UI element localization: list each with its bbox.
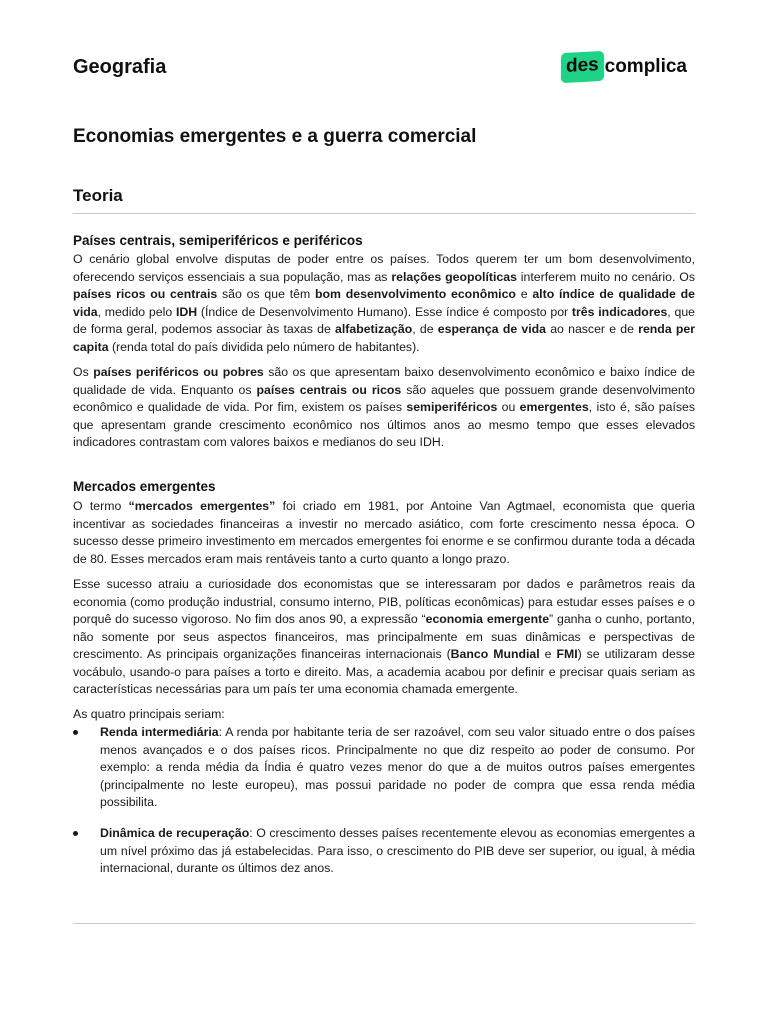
logo-text: complica [604, 56, 687, 77]
bullet-icon [73, 730, 78, 735]
paragraph-paises-1: O cenário global envolve disputas de poder entre os países. Todos querem ter um bom desenvolvimento, oferecendo serviços essenciais a sua população, mas as relações geopolíticas interferem muito no cenário. Os países ricos ou centrais são os que têm bom desenvolvimento econômico e alto índice de qualidade de vida, medido pelo IDH (Índice de Desenvolvimento Humano). Esse índice é composto por três indicadores, que de forma geral, podemos associar às taxas de alfabetização, de esperança de vida ao nascer e de renda per capita (renda total do país dividida pelo número de habitantes). [73, 252, 696, 354]
logo-badge: des [561, 51, 604, 83]
document-title: Economias emergentes e a guerra comercial [73, 126, 477, 147]
list-item [73, 724, 695, 812]
descomplica-logo [561, 52, 687, 82]
list-item-title: Renda intermediária [100, 725, 219, 739]
bullet-icon [73, 831, 78, 836]
criteria-list [73, 724, 695, 812]
subsection-heading-mercados: Mercados emergentes [73, 479, 216, 494]
list-item-text: : A renda por habitante teria de ser razoável, com seu valor situado entre o dos países menos avançados e o dos países ricos. Principalmente no que diz respeito ao poder de consumo. Por exemplo: a renda média da Índia é quatro vezes menor do que a de muitos outros países emergentes (principalmente no leste europeu), mas possui paridade no poder de compra que essa renda média possibilita. [100, 725, 695, 809]
page-header [73, 52, 695, 92]
paragraph-mercados-2: Esse sucesso atraiu a curiosidade dos economistas que se interessaram por dados e parâmetros reais da economia (como produção industrial, consumo interno, PIB, políticas econômicas) para estudar esses países e o porquê do sucesso vigoroso. No fim dos anos 90, a expressão “economia emergente” ganha o cunho, portanto, não somente por seus aspectos financeiros, mas principalmente em suas dinâmicas e perspectivas de crescimento. As principais organizações financeiras internacionais (Banco Mundial e FMI) se utilizaram desse vocábulo, usando-o para países a torto e direito. Mas, a academia acabou por definir e precisar quais seriam as características necessárias para um país ter uma economia chamada emergente. [73, 577, 696, 696]
paragraph-mercados-3: As quatro principais seriam: [73, 707, 225, 721]
paragraph-paises-2: Os países periféricos ou pobres são os que apresentam baixo desenvolvimento econômico e baixo índice de qualidade de vida. Enquanto os países centrais ou ricos são aqueles que possuem grande desenvolvimento econômico e qualidade de vida. Por fim, existem os países semiperiféricos ou emergentes, isto é, são países que apresentam grande crescimento econômico nos últimos anos ao mesmo tempo que esses elevados indicadores contrastam com valores baixos e medianos do seu IDH. [73, 365, 695, 449]
list-item-text: : O crescimento desses países recentemente elevou as economias emergentes a um nível próximo das já estabelecidas. Para isso, o crescimento do PIB deve ser superior, ou igual, à média internacional, durante os últimos dez anos. [100, 826, 696, 875]
subject-title: Geografia [73, 56, 167, 78]
list-item [73, 825, 695, 878]
section-title: Teoria [73, 186, 123, 205]
subsection-heading-paises: Países centrais, semiperiféricos e periféricos [73, 233, 363, 248]
list-item-title: Dinâmica de recuperação [100, 826, 250, 840]
criteria-list-continued [73, 825, 695, 878]
paragraph-mercados-1: O termo “mercados emergentes” foi criado em 1981, por Antoine Van Agtmael, economista que queria incentivar as sociedades financeiras a investir no mercado asiático, com forte crescimento nessa época. O sucesso desse primeiro investimento em mercados emergentes foi enorme e se confirmou durante toda a década de 80. Esses mercados eram mais rentáveis tanto a curto quanto a longo prazo. [73, 499, 695, 566]
footer-divider [73, 923, 695, 924]
section-divider [73, 213, 695, 214]
